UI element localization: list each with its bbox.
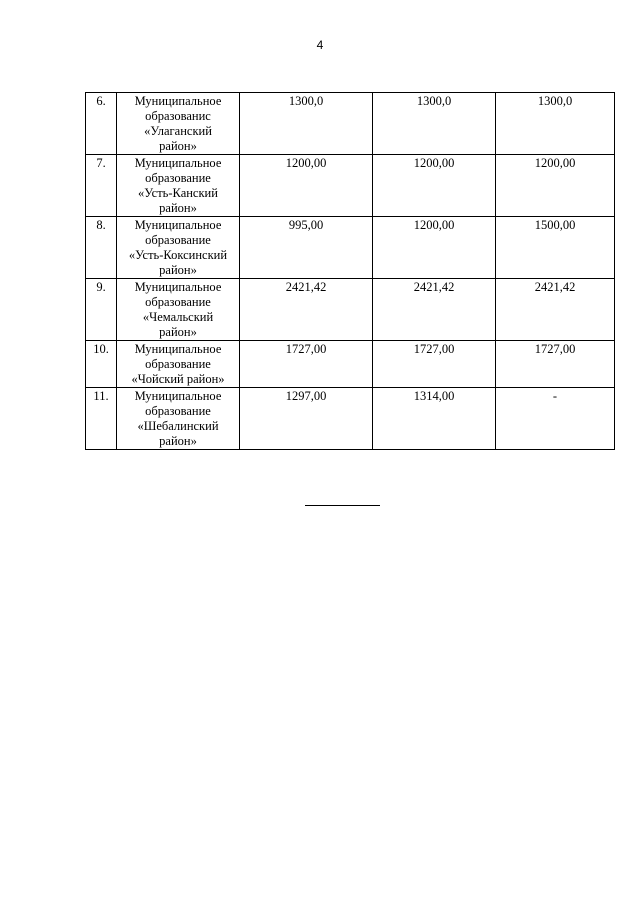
municipality-name	[117, 388, 240, 450]
row-number: 10.	[86, 341, 117, 388]
value-cell-2: 1314,00	[373, 388, 496, 450]
municipality-name	[117, 155, 240, 217]
value-cell-3: 1200,00	[496, 155, 615, 217]
municipality-name-text: Муниципальное образование «Усть-Коксинский район»	[128, 218, 228, 277]
municipality-name-text: Муниципальное образованис «Улаганский район»	[134, 94, 222, 153]
table-row	[86, 341, 615, 388]
value-cell-3: 1727,00	[496, 341, 615, 388]
row-number: 6.	[86, 93, 117, 155]
table-row	[86, 93, 615, 155]
municipality-name-text: Муниципальное образование «Чемальский район»	[134, 280, 222, 339]
value-cell-1: 1297,00	[240, 388, 373, 450]
table-row	[86, 279, 615, 341]
table-row	[86, 155, 615, 217]
row-number: 7.	[86, 155, 117, 217]
value-cell-1: 995,00	[240, 217, 373, 279]
row-number: 11.	[86, 388, 117, 450]
value-cell-1: 2421,42	[240, 279, 373, 341]
page-number: 4	[316, 38, 324, 52]
funding-table	[85, 92, 615, 450]
municipality-name	[117, 93, 240, 155]
municipality-name-text: Муниципальное образование «Шебалинский район»	[134, 389, 222, 448]
municipality-name	[117, 217, 240, 279]
row-number: 8.	[86, 217, 117, 279]
value-cell-3: 2421,42	[496, 279, 615, 341]
value-cell-1: 1727,00	[240, 341, 373, 388]
value-cell-2: 1200,00	[373, 217, 496, 279]
value-cell-3: 1500,00	[496, 217, 615, 279]
value-cell-2: 2421,42	[373, 279, 496, 341]
value-cell-2: 1727,00	[373, 341, 496, 388]
municipality-name	[117, 341, 240, 388]
end-of-document-rule	[305, 505, 380, 506]
value-cell-1: 1200,00	[240, 155, 373, 217]
value-cell-2: 1200,00	[373, 155, 496, 217]
value-cell-3: 1300,0	[496, 93, 615, 155]
table-row	[86, 388, 615, 450]
municipality-name-text: Муниципальное образование «Усть-Канский район»	[134, 156, 222, 215]
row-number: 9.	[86, 279, 117, 341]
value-cell-2: 1300,0	[373, 93, 496, 155]
value-cell-1: 1300,0	[240, 93, 373, 155]
municipality-name-text: Муниципальное образование «Чойский район»	[131, 342, 225, 386]
municipality-name	[117, 279, 240, 341]
value-cell-3: -	[496, 388, 615, 450]
table-row	[86, 217, 615, 279]
